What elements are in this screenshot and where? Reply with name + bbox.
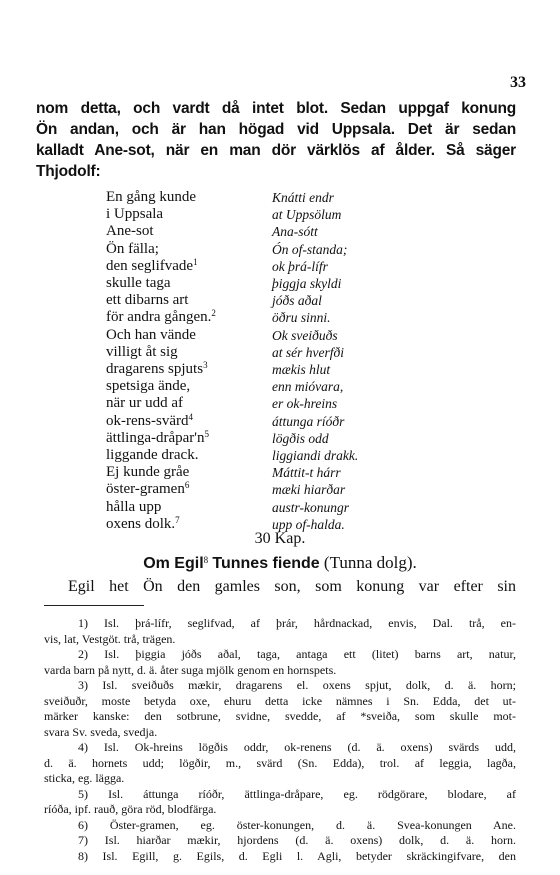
footnote-line: sveiðuðr, moste betyda oxe, ehuru detta icke nämnes i Sn. Edda, det ut- [44,693,516,708]
poem-line: oxens dolk.$^7$ [106,514,180,532]
intro-line: nom detta, och vardt då intet blot. Sedan uppgaf konung [36,100,516,117]
poem-line: dragarens spjuts$^3$ [106,360,208,378]
footnote-line: varda barn på nytt, d. ä. åter suga mjölk genom en hornspets. [44,662,337,677]
poem-line: ok-rens-svärd$^4$ [106,411,193,429]
footnote-mark: 8 [203,555,209,565]
poem-line: mækis hlut [272,362,331,378]
poem-line: Ej kunde gråe [106,464,190,481]
footnote-mark: 1 [193,256,198,267]
poem-line: Ön fälla; [106,240,159,257]
poem-line: er ok-hreins [272,396,338,412]
poem-line: liggiandi drakk. [272,448,359,464]
footnote-line: 8) Isl. Egill, g. Egils, d. Egli l. Agli, betyder skräckingifvare, den [78,848,516,863]
intro-line: kalladt Ane-sot, när en man dör värklös af ålder. Så säger [36,142,516,159]
poem-line: En gång kunde [106,189,196,205]
poem-line: Ane-sot [106,223,154,240]
poem-line: jóðs aðal [272,293,322,309]
footnote-mark: 3 [203,360,208,371]
poem-line: när ur udd af [106,395,184,412]
poem-line: Ok sveiðuðs [272,327,338,343]
poem-swedish [106,189,216,533]
footnote-line: 3) Isl. sveiðuðs mækir, dragarens el. oxens spjut, dolk, d. ä. horn; [78,678,516,692]
poem-line: ättlinga-$dråpar'n^5$ [106,428,209,446]
poem-line: hålla upp [106,498,162,515]
footnote-line: vis, lat, Vestgöt. trå, trägen. [44,631,176,646]
poem-line: spetsiga ände, [106,378,191,395]
poem-line: Ón of-standa; [272,241,348,257]
poem-line: öðru sinni. [272,310,331,326]
poem-line: austr-konungr [272,499,349,515]
poem-line: áttunga ríóðr [272,413,345,429]
intro-line: Ön andan, och är han högad vid Uppsala. Det är sedan [36,121,516,138]
poem-line: lögðis odd [272,430,329,446]
chapter-title-rest: Tunnes fiende [212,555,320,572]
footnote-line: 7) Isl. hiarðar mækir, hjordens (d. ä. oxens) dolk, d. ä. horn. [78,833,516,847]
poem-line: ok þrá-lífr [272,258,328,274]
poem-line: för andra gången.$^2$ [106,308,216,326]
footnote-line: 1) Isl. þrá-lífr, seglifvad, af þrár, hårdnackad, envis, Dal. trå, en- [78,616,516,630]
footnote-line: d. ä. hornets udd; lögðir, m., svärd (Sn. Edda), trol. af leggia, lagða, [44,755,516,770]
footnote-mark: 7 [175,514,180,525]
poem-line: Och han vände [106,326,196,343]
poem-line: ett dibarns art [106,292,189,309]
footnote-line: märker kanske: den sotbrune, svidne, svedde, af *sveiða, som skulle mot- [44,709,516,723]
poem-line: Máttit-t hárr [272,465,341,481]
poem-line: Ana-sótt [272,224,318,240]
poem-line: at sér hverfði [272,344,344,360]
intro-line: Thjodolf: [36,163,101,180]
poem-line: mæki hiarðar [272,482,346,498]
intro-paragraph [36,98,516,182]
page-number: 33 [510,74,526,91]
poem-line: Knátti endr [272,190,334,205]
poem-icelandic [272,189,358,533]
footnote-line: 6) Öster-gramen, eg. öster-konungen, d. ä. Svea-konungen Ane. [78,817,516,832]
footnote-line: svara Sv. sveda, svedja. [44,724,158,739]
footnotes [44,616,516,864]
footnote-line: 4) Isl. Ok-hreins lögðis oddr, ok-renens (d. ä. oxens) svärds udd, [78,740,516,754]
footnote-mark: 6 [184,480,190,491]
footnote-line: 5) Isl. áttunga ríóðr, ättlinga-dråpare, eg. rödgörare, blodare, af [78,786,516,801]
footnote-line: 2) Isl. þiggia jóðs aðal, taga, antaga ett (litet) barns art, natur, [78,647,516,661]
footnote-mark: 5 [204,428,209,439]
poem-line: at Uppsölum [272,207,342,223]
poem-line: skulle taga [106,275,171,292]
poem-line: öster-gramen$^6$ [106,480,190,498]
footnote-mark: 4 [188,411,193,422]
poem-line: liggande drack. [106,447,199,464]
poem-line: villigt åt sig [106,343,178,360]
footnote-line: sticka, eg. lägga. [44,771,125,785]
poem-line: enn mióvara, [272,379,344,395]
poem-line: den seglifvade$^1$ [106,256,198,274]
poem-line: þiggja skyldi [272,276,342,292]
poem-line: i Uppsala [106,206,164,223]
footnote-mark: 2 [211,308,216,319]
chapter-title-paren: (Tunna dolg). [323,553,417,572]
chapter-number: 30 Kap. [254,530,306,547]
footnote-line: ríóða, ipf. rauð, göra röd, blodfärga. [44,802,217,816]
poem-line: upp of-halda. [272,516,345,532]
chapter-title [0,552,560,575]
footnote-divider [44,605,144,606]
body-text: Egil het Ön den gamles son, som konung var efter sin [68,578,516,595]
chapter-title-main: Om Egil [143,555,204,572]
